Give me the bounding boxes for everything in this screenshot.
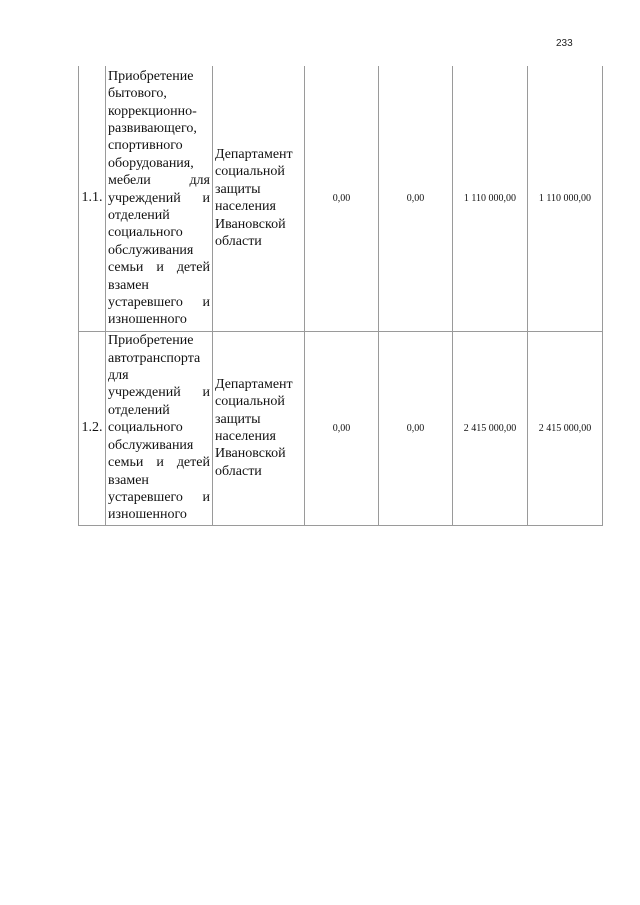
text-line: социальной xyxy=(215,164,285,180)
text-line: для xyxy=(108,368,129,384)
value-cell: 0,00 xyxy=(305,66,379,331)
text-line: области xyxy=(215,463,262,479)
text-word: и xyxy=(202,489,210,505)
text-line: развивающего, xyxy=(108,120,197,136)
value-cell: 1 110 000,00 xyxy=(453,66,528,331)
activity-name xyxy=(106,331,213,525)
text-line: населения xyxy=(215,199,276,215)
text-line xyxy=(108,259,210,276)
text-line: защиты xyxy=(215,181,261,197)
text-line: социального xyxy=(108,420,183,436)
text-line xyxy=(108,384,210,401)
text-line: Ивановской xyxy=(215,446,286,462)
text-line: области xyxy=(215,234,262,250)
row-number: 1.1. xyxy=(79,66,106,331)
text-word: семьи xyxy=(108,455,144,471)
text-line: оборудования, xyxy=(108,155,194,171)
text-word: учреждений xyxy=(108,190,181,206)
text-word: детей xyxy=(176,455,210,471)
text-word: детей xyxy=(176,260,210,276)
text-line xyxy=(108,454,210,471)
text-word: устаревшего xyxy=(108,294,183,310)
text-word: мебели xyxy=(108,173,151,189)
text-word: и xyxy=(202,385,210,401)
text-line: Департамент xyxy=(215,376,293,392)
page-number: 233 xyxy=(556,38,573,49)
text-line xyxy=(108,190,210,207)
text-word: учреждений xyxy=(108,385,181,401)
text-line: автотранспорта xyxy=(108,350,201,366)
table-row xyxy=(79,331,603,525)
text-line: Приобретение xyxy=(108,68,194,84)
table-row xyxy=(79,66,603,331)
text-line: защиты xyxy=(215,411,261,427)
text-line xyxy=(108,489,210,506)
text-word: и xyxy=(156,455,164,471)
text-word: и xyxy=(202,294,210,310)
activity-name xyxy=(106,66,213,331)
text-line xyxy=(108,294,210,311)
text-line: Департамент xyxy=(215,147,293,163)
value-cell: 2 415 000,00 xyxy=(453,331,528,525)
text-line: Ивановской xyxy=(215,216,286,232)
text-word: и xyxy=(156,260,164,276)
program-activities-table xyxy=(78,66,603,526)
text-word: семьи xyxy=(108,260,144,276)
responsible-department xyxy=(213,66,305,331)
text-line: изношенного xyxy=(108,507,187,523)
text-line: отделений xyxy=(108,207,170,223)
text-line: населения xyxy=(215,429,276,444)
text-line: взамен xyxy=(108,472,149,488)
text-line: отделений xyxy=(108,402,170,418)
text-line: обслуживания xyxy=(108,242,194,258)
value-cell: 2 415 000,00 xyxy=(528,331,603,525)
text-line: спортивного xyxy=(108,138,183,154)
responsible-department xyxy=(213,331,305,525)
row-number: 1.2. xyxy=(79,331,106,525)
text-line: социального xyxy=(108,225,183,241)
text-word: устаревшего xyxy=(108,489,183,505)
text-line xyxy=(108,172,210,189)
text-line: изношенного xyxy=(108,312,187,328)
text-line: бытового, xyxy=(108,86,167,102)
text-word: для xyxy=(189,173,210,189)
text-line: обслуживания xyxy=(108,437,194,453)
value-cell: 0,00 xyxy=(379,331,453,525)
text-line: взамен xyxy=(108,277,149,293)
text-line: социальной xyxy=(215,394,285,410)
text-line: коррекционно- xyxy=(108,103,197,119)
text-word: и xyxy=(202,190,210,206)
text-line: Приобретение xyxy=(108,333,194,349)
value-cell: 1 110 000,00 xyxy=(528,66,603,331)
value-cell: 0,00 xyxy=(305,331,379,525)
value-cell: 0,00 xyxy=(379,66,453,331)
